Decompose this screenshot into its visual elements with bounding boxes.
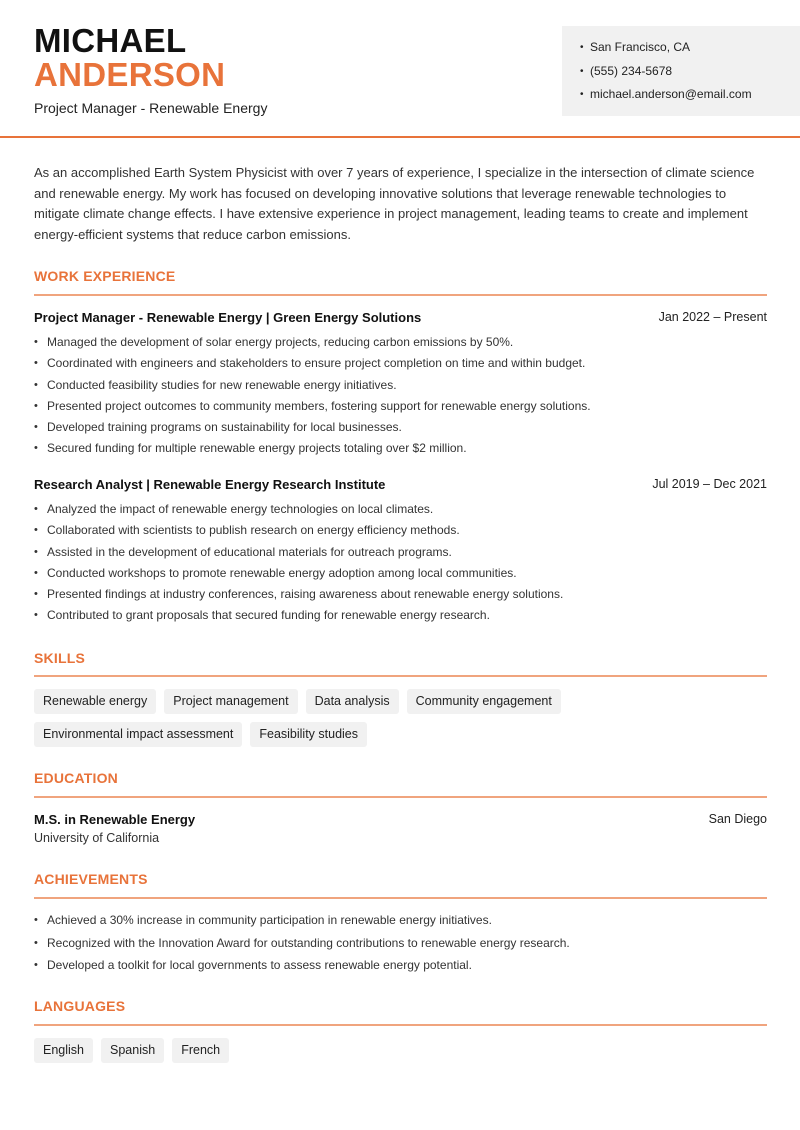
profile-summary: As an accomplished Earth System Physicist with over 7 years of experience, I specialize in the intersection of climate science and renewable energy. My work has focused on developing innovative solutions that leverage renewable technologies to mitigate climate change effects. I have extensive experience in project management, leading teams to create and implement energy-efficient systems that reduce carbon emissions. [34,165,755,243]
education-header [34,812,767,827]
skill-chip: Environmental impact assessment [34,722,242,747]
list-item [34,375,774,396]
bullet-icon: • [34,503,38,515]
job-title: Project Manager - Renewable Energy [34,100,268,116]
bullet-text: Analyzed the impact of renewable energy technologies on local climates. [47,502,434,516]
bullet-icon: • [34,378,38,391]
job-2-bullets [34,499,774,627]
bullet-icon: • [34,566,38,579]
list-item [34,563,774,584]
work-experience-title: WORK EXPERIENCE [34,268,176,284]
education-degree: M.S. in Renewable Energy [34,812,196,827]
job-1-title: Project Manager - Renewable Energy | Green Energy Solutions [34,310,422,325]
bullet-text: Developed training programs on sustainability for local businesses. [47,420,402,435]
bullet-icon: • [34,588,38,601]
bullet-icon: • [34,442,38,455]
list-item [34,499,774,520]
skill-chip: Renewable energy [34,689,156,714]
section-divider [34,294,767,296]
section-divider [34,1024,767,1026]
resume-header [0,0,800,138]
section-divider [34,897,767,899]
languages-list [34,1038,774,1063]
list-item [34,605,774,626]
bullet-icon: • [580,65,584,77]
bullet-icon: • [580,42,584,53]
language-chip: French [172,1038,229,1063]
list-item [34,909,774,932]
bullet-icon: • [34,399,38,412]
list-item [34,520,774,541]
job-2-title: Research Analyst | Renewable Energy Research Institute [34,477,386,492]
job-1-header [34,310,767,325]
bullet-icon: • [34,421,38,434]
languages-title: LANGUAGES [34,998,126,1014]
skill-chip: Community engagement [407,689,561,714]
job-1-dates: Jan 2022 – Present [658,310,767,324]
language-chip: Spanish [101,1038,164,1063]
list-item [34,584,774,605]
bullet-text: Secured funding for multiple renewable energy projects totaling over $2 million. [47,441,467,456]
bullet-icon: • [34,357,38,370]
section-divider [34,675,767,677]
contact-phone [580,60,800,84]
skill-chip: Project management [164,689,297,714]
bullet-text: Conducted workshops to promote renewable energy adoption among local communities. [47,565,517,580]
list-item [34,932,774,955]
bullet-text: Coordinated with engineers and stakeholders to ensure project completion on time and within budget. [47,356,586,371]
education-school: University of California [34,831,160,845]
contact-location-text: San Francisco, CA [590,40,691,54]
bullet-text: Assisted in the development of educational materials for outreach programs. [47,544,452,559]
bullet-icon: • [34,936,38,949]
bullet-icon: • [34,336,38,348]
bullet-text: Presented project outcomes to community members, fostering support for renewable energy solutions. [47,398,591,413]
bullet-text: Conducted feasibility studies for new renewable energy initiatives. [47,377,397,392]
first-name: MICHAEL [34,22,187,59]
bullet-text: Managed the development of solar energy projects, reducing carbon emissions by 50%. [47,335,514,349]
list-item [34,332,774,353]
skills-title: SKILLS [34,650,85,666]
bullet-icon: • [580,89,584,100]
education-location: San Diego [708,812,767,826]
list-item [34,954,774,977]
bullet-icon: • [34,545,38,558]
job-2-dates: Jul 2019 – Dec 2021 [652,477,767,491]
achievements-title: ACHIEVEMENTS [34,871,148,887]
achievements-list [34,909,774,977]
skill-chip: Feasibility studies [250,722,367,747]
education-title: EDUCATION [34,770,118,786]
bullet-text: Collaborated with scientists to publish research on energy efficiency methods. [47,523,460,538]
section-divider [34,796,767,798]
contact-email [580,83,800,107]
list-item [34,353,774,374]
bullet-icon: • [34,914,38,926]
bullet-icon: • [34,609,38,622]
bullet-text: Developed a toolkit for local governments to assess renewable energy potential. [47,958,472,972]
list-item [34,417,774,438]
last-name: ANDERSON [34,56,226,93]
bullet-icon: • [34,959,38,971]
bullet-text: Achieved a 30% increase in community participation in renewable energy initiatives. [47,913,492,927]
language-chip: English [34,1038,93,1063]
job-2-header [34,477,767,492]
contact-box [562,26,800,116]
bullet-icon: • [34,524,38,537]
bullet-text: Recognized with the Innovation Award for outstanding contributions to renewable energy research. [47,935,570,950]
skills-list [34,689,774,747]
contact-location [580,36,800,60]
job-1-bullets [34,332,774,460]
bullet-text: Presented findings at industry conferences, raising awareness about renewable energy solutions. [47,587,564,602]
list-item [34,542,774,563]
list-item [34,396,774,417]
list-item [34,438,774,459]
bullet-text: Contributed to grant proposals that secured funding for renewable energy research. [47,608,490,623]
contact-email-text: michael.anderson@email.com [590,87,752,101]
contact-phone-text: (555) 234-5678 [590,63,673,78]
skill-chip: Data analysis [306,689,399,714]
